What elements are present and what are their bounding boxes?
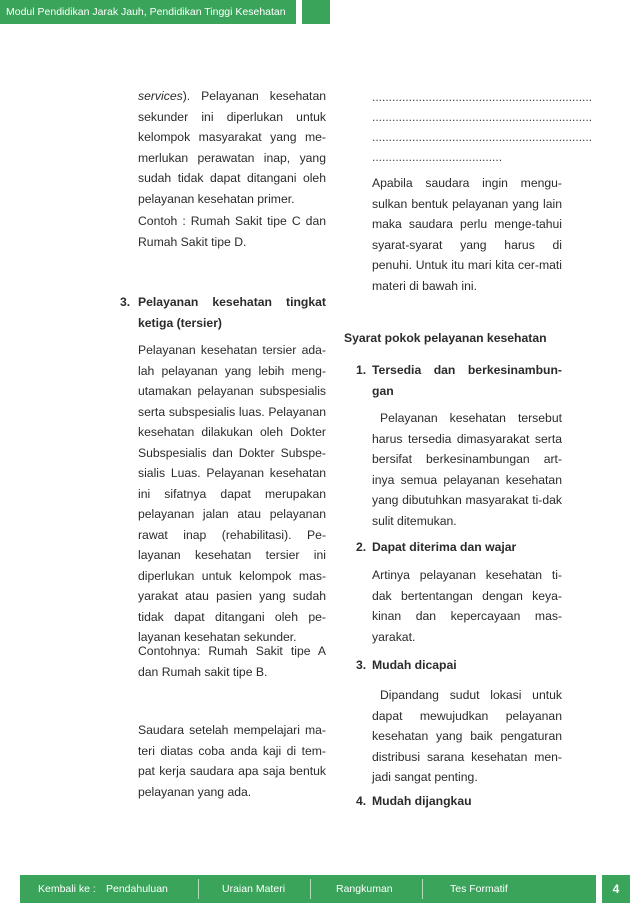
req-item-4-number: 4.: [356, 794, 367, 808]
req-item-3-text: Dipandang sudut lokasi untuk dapat mewujudkan pelayanan kesehatan yang baik pengaturan distribusi sarana kesehatan men-jadi sangat penting.: [372, 688, 562, 784]
req-item-4-heading: [356, 791, 562, 812]
req-item-3-number: 3.: [356, 658, 367, 672]
req-item-2-text: Artinya pelayanan kesehatan ti-dak bertentangan dengan keya-kinan dan kepercayaan mas-yarakat.: [372, 568, 562, 644]
req-item-3-heading: [356, 655, 562, 676]
left-paragraph-5: Saudara setelah mempelajari ma-teri diatas coba anda kaji di tem-pat kerja saudara apa saja bentuk pelayanan yang ada.: [138, 723, 326, 799]
back-to-label: Kembali ke :: [38, 883, 96, 895]
module-title: Modul Pendidikan Jarak Jauh, Pendidikan Tinggi Kesehatan: [6, 6, 286, 18]
nav-link-pendahuluan[interactable]: Pendahuluan: [106, 883, 168, 895]
dotted-line-3: ..................................................................: [372, 130, 593, 144]
right-paragraph-1: Apabila saudara ingin mengu-sulkan bentuk pelayanan yang lain maka saudara perlu menge-tahui syarat-syarat yang harus di penuhi. Untuk itu mari kita cer-mati materi di bawah ini.: [372, 176, 562, 293]
req-item-1-text: Pelayanan kesehatan tersebut harus tersedia dimasyarakat serta bersifat berkesinambungan art-inya semua pelayanan kesehatan yang dibutuhkan masyarakat ti-dak sulit ditemukan.: [372, 411, 562, 528]
req-item-2-number: 2.: [356, 540, 367, 554]
item-3-number: 3.: [120, 295, 131, 309]
req-item-2-heading: [356, 537, 562, 558]
footer-divider: [422, 879, 423, 899]
item-3-title: Pelayanan kesehatan tingkat ketiga (tersier): [138, 295, 326, 330]
footer-divider: [310, 879, 311, 899]
module-title-banner: [0, 0, 296, 24]
page-number: 4: [602, 875, 630, 903]
footer-nav: [20, 875, 596, 903]
req-item-1-title: Tersedia dan berkesinambun-gan: [372, 363, 562, 398]
req-item-1-number: 1.: [356, 363, 367, 377]
nav-link-rangkuman[interactable]: Rangkuman: [336, 883, 393, 895]
dotted-line-4: .......................................: [372, 150, 503, 164]
dotted-line-1: ..................................................................: [372, 90, 593, 104]
section-title: Syarat pokok pelayanan kesehatan: [344, 331, 547, 345]
header-accent-box: [302, 0, 330, 24]
req-item-2-title: Dapat diterima dan wajar: [372, 540, 517, 554]
nav-link-uraian-materi[interactable]: Uraian Materi: [222, 883, 286, 895]
req-item-3-title: Mudah dicapai: [372, 658, 457, 672]
left-paragraph-2: Contoh : Rumah Sakit tipe C dan Rumah Sakit tipe D.: [138, 214, 326, 249]
left-paragraph-3: Pelayanan kesehatan tersier ada-lah pelayanan yang lebih meng-utamakan pelayanan subspesialis serta subspesialis luas. Pelayanan kesehatan dilakukan oleh Dokter Subspesialis dan Dokter Subspe-sialis Luas. Pelayanan kesehatan ini sifatnya dapat merupakan pelayanan jalan atau pelayanan rawat inap (rehabilitasi). Pe-layanan kesehatan tersier ini diperlukan untuk kelompok mas-yarakat atau pasien yang sudah tidak dapat ditangani oleh pe-layanan kesehatan sekunder.: [138, 343, 326, 644]
nav-link-tes-formatif[interactable]: Tes Formatif: [450, 883, 508, 895]
dotted-line-2: ..................................................................: [372, 110, 593, 124]
left-paragraph-1: services). Pelayanan kesehatan sekunder ini diperlukan untuk kelompok masyarakat yang me-merlukan perawatan inap, yang sudah tidak dapat ditangani oleh pelayanan kesehatan primer.: [138, 89, 326, 206]
req-item-1-heading: [356, 360, 562, 401]
req-item-4-title: Mudah dijangkau: [372, 794, 472, 808]
left-paragraph-4: Contohnya: Rumah Sakit tipe A dan Rumah sakit tipe B.: [138, 644, 326, 679]
item-3-heading: [120, 292, 326, 333]
footer-divider: [198, 879, 199, 899]
